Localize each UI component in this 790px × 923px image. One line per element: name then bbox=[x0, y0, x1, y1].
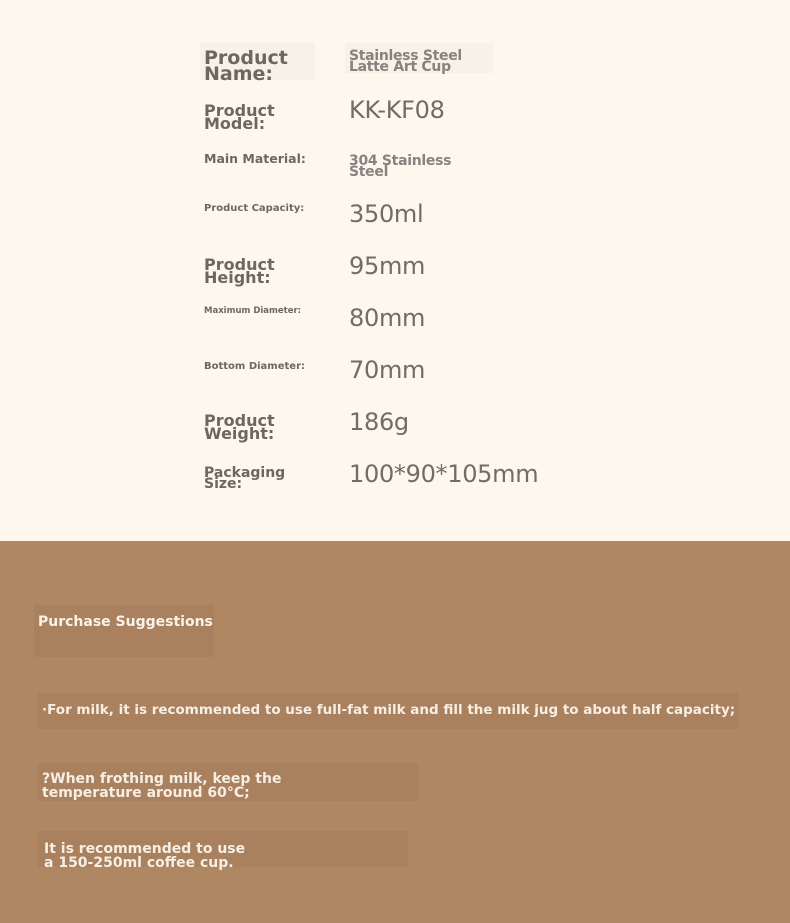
tip-frothing-temperature: ?When frothing milk, keep the temperature around 60°C; bbox=[42, 771, 282, 802]
spec-value-bottom-diameter: 70mm bbox=[349, 356, 426, 384]
spec-value-packaging-size: 100*90*105mm bbox=[349, 460, 539, 488]
spec-label-product-model: Product Model: bbox=[204, 101, 275, 134]
spec-label-packaging-size: Packaging Size: bbox=[204, 465, 286, 493]
spec-label-product-capacity: Product Capacity: bbox=[204, 203, 305, 214]
spec-value-main-material: 304 Stainless Steel bbox=[349, 153, 452, 181]
purchase-suggestions-panel bbox=[0, 541, 790, 923]
purchase-suggestions-title: Purchase Suggestions bbox=[38, 614, 213, 630]
spec-value-product-weight: 186g bbox=[349, 408, 409, 436]
spec-label-bottom-diameter: Bottom Diameter: bbox=[204, 361, 305, 372]
spec-value-product-name: Stainless Steel Latte Art Cup bbox=[349, 48, 462, 76]
spec-value-product-height: 95mm bbox=[349, 252, 426, 280]
spec-value-product-capacity: 350ml bbox=[349, 200, 424, 228]
spec-value-product-model: KK-KF08 bbox=[349, 96, 445, 124]
tip-coffee-cup-size: It is recommended to use a 150-250ml coffee cup. bbox=[44, 841, 246, 872]
spec-value-maximum-diameter: 80mm bbox=[349, 304, 426, 332]
tip-full-fat-milk: ·For milk, it is recommended to use full-fat milk and fill the milk jug to about half capacity; bbox=[42, 702, 736, 718]
spec-label-product-weight: Product Weight: bbox=[204, 411, 275, 444]
spec-label-product-height: Product Height: bbox=[204, 255, 275, 288]
spec-label-maximum-diameter: Maximum Diameter: bbox=[204, 306, 302, 316]
spec-label-main-material: Main Material: bbox=[204, 151, 306, 166]
title-backdrop bbox=[34, 605, 214, 657]
spec-label-product-name: Product Name: bbox=[204, 47, 288, 85]
